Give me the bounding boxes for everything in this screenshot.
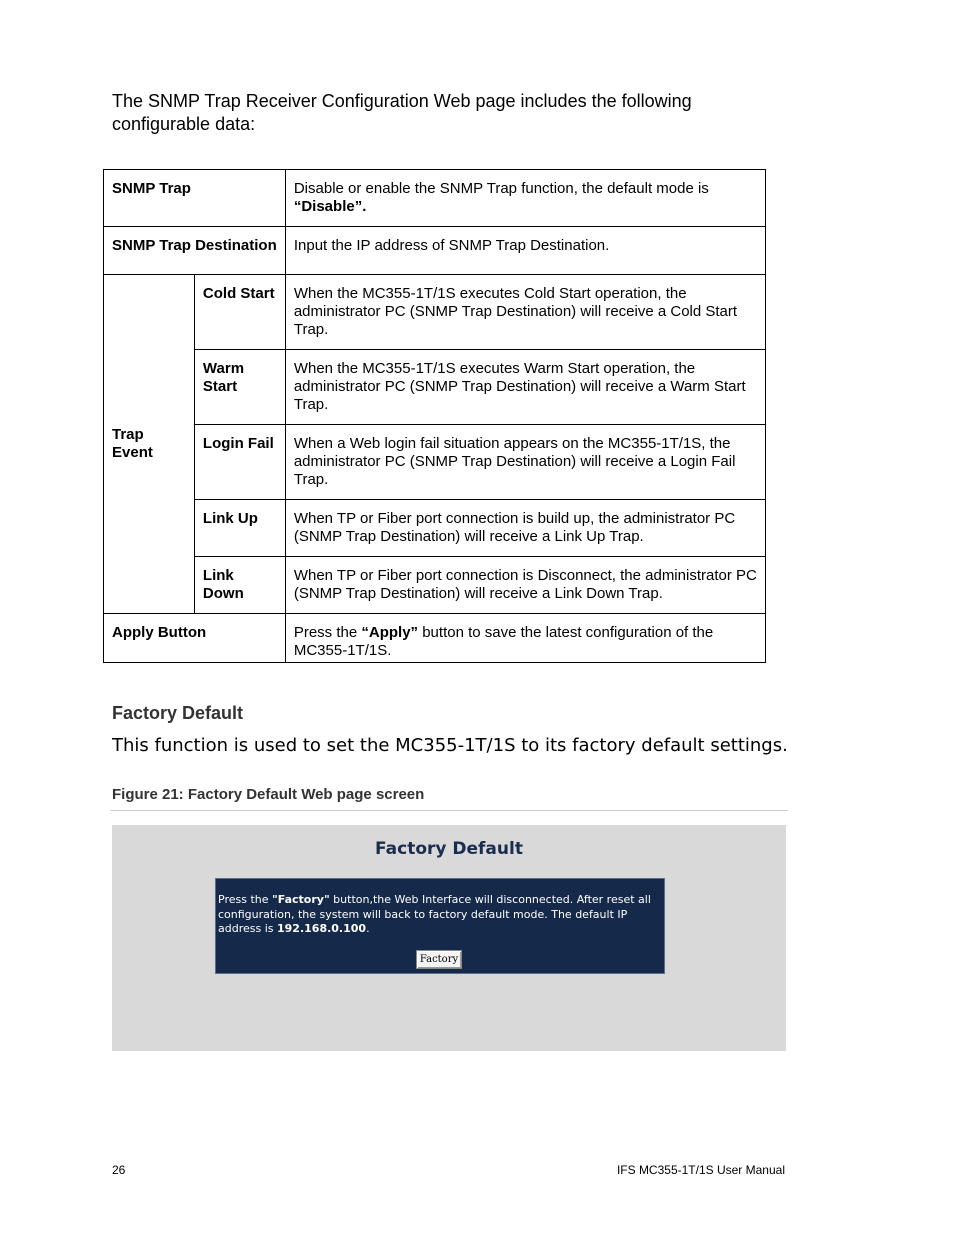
row-label: SNMP Trap [104,170,286,227]
factory-panel [215,878,665,974]
event-label: Login Fail [194,425,285,500]
caption-divider [110,810,788,811]
screenshot-title: Factory Default [375,839,523,859]
event-label: Link Down [194,557,285,614]
event-description: When the MC355-1T/1S executes Cold Start operation, the administrator PC (SNMP Trap Destination) will receive a Cold Start Trap. [285,275,765,350]
table-row [104,170,766,227]
table-row [104,275,766,350]
table-row [104,500,766,557]
event-description: When a Web login fail situation appears on the MC355-1T/1S, the administrator PC (SNMP Trap Destination) will receive a Login Fail Trap. [285,425,765,500]
trap-config-table [103,169,766,663]
manual-title: IFS MC355-1T/1S User Manual [616,1163,785,1177]
event-description: When TP or Fiber port connection is Disconnect, the administrator PC (SNMP Trap Destination) will receive a Link Down Trap. [285,557,765,614]
intro-paragraph: The SNMP Trap Receiver Configuration Web page includes the following configurable data: [112,91,692,134]
section-body: This function is used to set the MC355-1T/1S to its factory default settings. [112,735,788,756]
row-description: Press the “Apply” button to save the latest configuration of the MC355-1T/1S. [285,614,765,663]
page-number: 26 [112,1163,126,1177]
event-label: Cold Start [194,275,285,350]
row-description: Input the IP address of SNMP Trap Destination. [285,227,765,275]
row-description: Disable or enable the SNMP Trap function, the default mode is “Disable”. [285,170,765,227]
table-row [104,557,766,614]
event-description: When the MC355-1T/1S executes Warm Start operation, the administrator PC (SNMP Trap Destination) will receive a Warm Start Trap. [285,350,765,425]
table-row [104,350,766,425]
event-description: When TP or Fiber port connection is build up, the administrator PC (SNMP Trap Destination) will receive a Link Up Trap. [285,500,765,557]
figure-caption: Figure 21: Factory Default Web page screen [112,786,425,803]
table-row [104,227,766,275]
event-label: Warm Start [194,350,285,425]
row-label: Apply Button [104,614,286,663]
table-row [104,425,766,500]
trap-event-label: Trap Event [104,275,195,614]
factory-default-screenshot [112,825,786,1051]
table-row [104,614,766,663]
event-label: Link Up [194,500,285,557]
factory-button[interactable]: Factory [416,950,462,969]
row-label: SNMP Trap Destination [104,227,286,275]
section-heading: Factory Default [112,703,244,723]
factory-instructions: Press the "Factory" button,the Web Interface will disconnected. After reset all configuration, the system will back to factory default mode. The default IP address is 192.168.0.100. [218,893,651,935]
